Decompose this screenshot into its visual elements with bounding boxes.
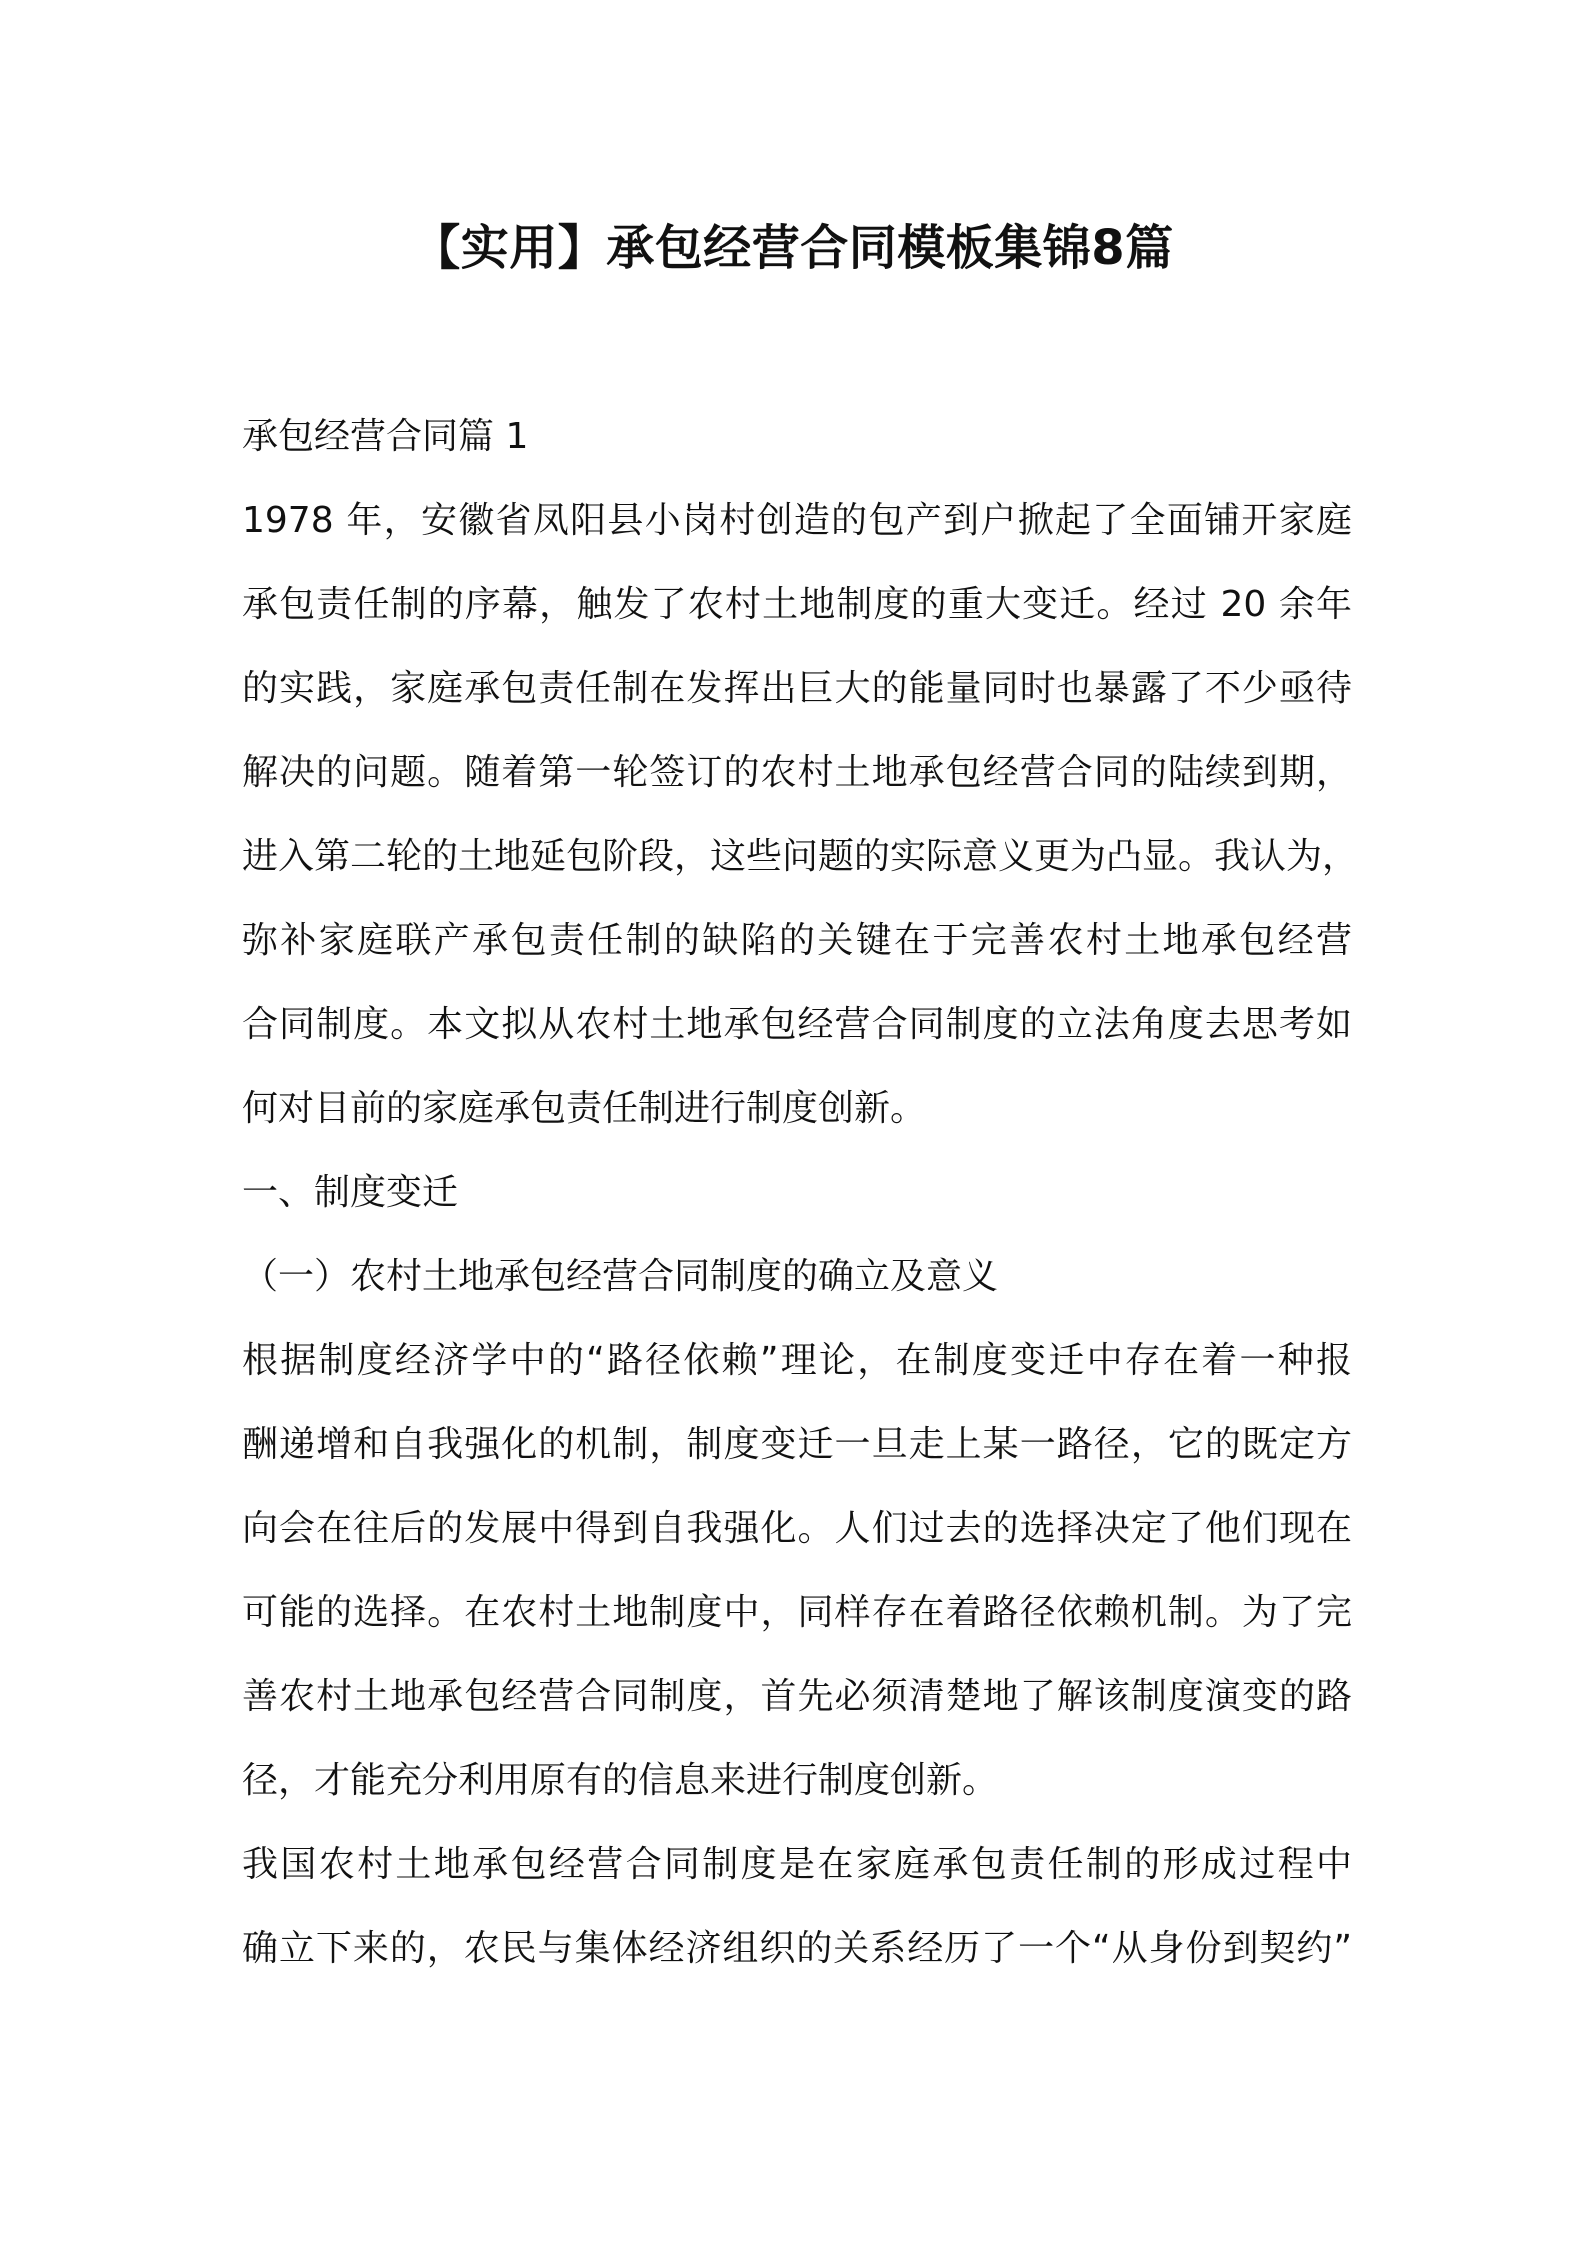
paragraph-line: 解决的问题。随着第一轮签订的农村土地承包经营合同的陆续到期， — [242, 752, 1352, 793]
paragraph-1 — [242, 479, 1359, 1151]
paragraph-line: 进入第二轮的土地延包阶段，这些问题的实际意义更为凸显。我认为， — [242, 836, 1359, 877]
paragraph-2 — [242, 1319, 1352, 1823]
paragraph-line: 的实践，家庭承包责任制在发挥出巨大的能量同时也暴露了不少亟待 — [242, 668, 1352, 709]
paragraph-line: 承包责任制的序幕，触发了农村土地制度的重大变迁。经过 20 余年 — [242, 584, 1352, 625]
paragraph-line: 根据制度经济学中的“路径依赖”理论，在制度变迁中存在着一种报 — [242, 1340, 1352, 1381]
paragraph-3 — [242, 1823, 1352, 1991]
paragraph-line: 善农村土地承包经营合同制度，首先必须清楚地了解该制度演变的路 — [242, 1676, 1352, 1717]
paragraph-line: 酬递增和自我强化的机制，制度变迁一旦走上某一路径，它的既定方 — [242, 1424, 1352, 1465]
section-heading: 承包经营合同篇 1 — [242, 416, 529, 457]
subheading-2: （一）农村土地承包经营合同制度的确立及意义 — [242, 1256, 999, 1297]
paragraph-line: 向会在往后的发展中得到自我强化。人们过去的选择决定了他们现在 — [242, 1508, 1352, 1549]
paragraph-line: 何对目前的家庭承包责任制进行制度创新。 — [242, 1088, 927, 1129]
paragraph-line: 可能的选择。在农村土地制度中，同样存在着路径依赖机制。为了完 — [242, 1592, 1352, 1633]
document-body — [242, 395, 1359, 1991]
document-title: 【实用】承包经营合同模板集锦8篇 — [412, 220, 1174, 276]
paragraph-line: 合同制度。本文拟从农村土地承包经营合同制度的立法角度去思考如 — [242, 1004, 1352, 1045]
paragraph-line: 弥补家庭联产承包责任制的缺陷的关键在于完善农村土地承包经营 — [242, 920, 1352, 961]
paragraph-line: 径，才能充分利用原有的信息来进行制度创新。 — [242, 1760, 999, 1801]
paragraph-line: 确立下来的，农民与集体经济组织的关系经历了一个“从身份到契约” — [242, 1928, 1352, 1969]
paragraph-line: 我国农村土地承包经营合同制度是在家庭承包责任制的形成过程中 — [242, 1844, 1352, 1885]
subheading-1: 一、制度变迁 — [242, 1172, 459, 1213]
paragraph-line: 1978 年，安徽省凤阳县小岗村创造的包产到户掀起了全面铺开家庭 — [242, 500, 1352, 541]
